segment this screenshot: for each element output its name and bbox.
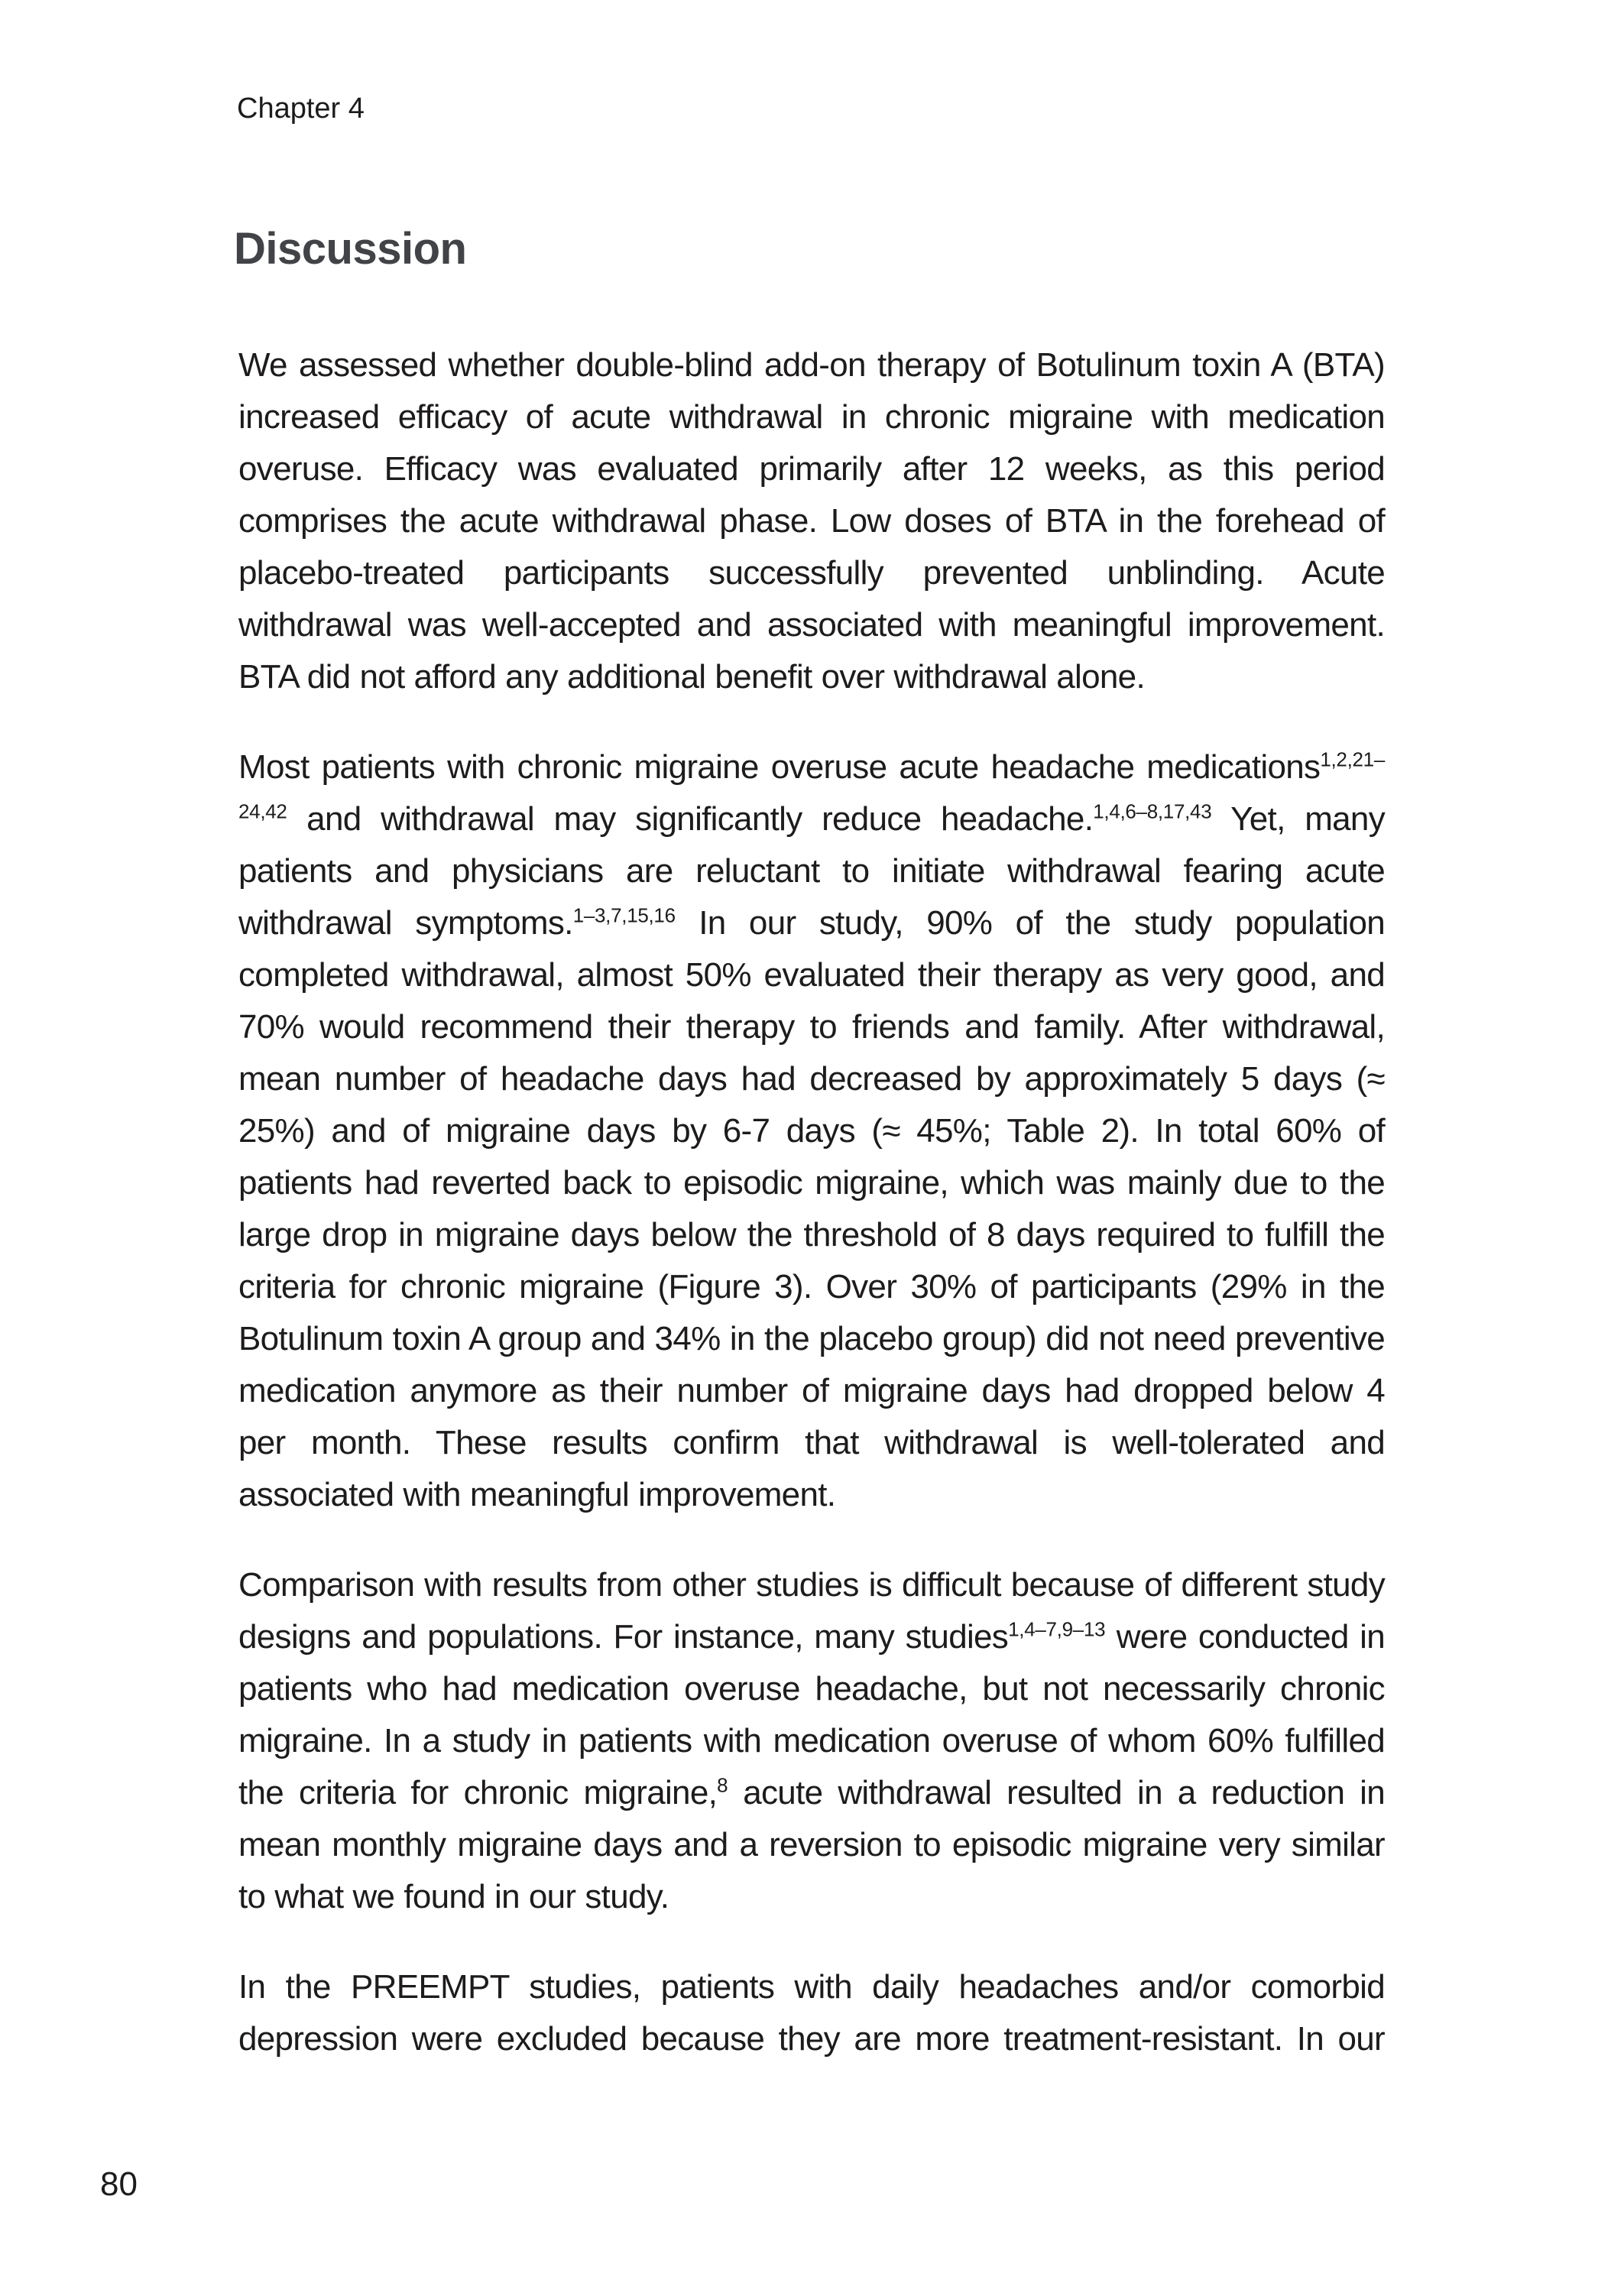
paragraph: We assessed whether double-blind add-on therapy of Botulinum toxin A (BTA) increased efficacy of acute withdrawal in chronic migraine with medication overuse. Efficacy was evaluated primarily after 12 weeks, as this period comprises the acute withdrawal phase. Low doses of BTA in the forehead of placebo-treated participants successfully prevented unblinding. Acute withdrawal was well-accepted and associated with meaningful improvement. BTA did not afford any additional benefit over withdrawal alone. (238, 346, 1385, 696)
reference-superscript: 8 (717, 1773, 728, 1797)
reference-superscript: 1,4–7,9–13 (1008, 1617, 1106, 1641)
reference-superscript: 1–3,7,15,16 (572, 903, 676, 927)
section-heading: Discussion (234, 224, 467, 274)
page-number: 80 (100, 2165, 138, 2203)
reference-superscript: 1,2,21–24,42 (238, 748, 1385, 823)
running-header: Chapter 4 (237, 92, 365, 125)
body-text (238, 339, 1385, 2103)
paragraph: Comparison with results from other studies is difficult because of different study designs and populations. For instance, many studies$^{1,4-7,9-13}$ were conducted in patients who had medication overuse headache, but not necessarily chronic migraine. In a study in patients with medication overuse of whom 60% fulfilled the criteria for chronic migraine,$^8$ acute withdrawal resulted in a reduction in mean monthly migraine days and a reversion to episodic migraine very similar to what we found in our study. (238, 1566, 1386, 1915)
paragraph: In the PREEMPT studies, patients with daily headaches and/or comorbid depression were excluded because they are more treatment-resistant. In our (238, 1968, 1385, 2058)
paragraph: Most patients with chronic migraine overuse acute headache medications$^{1,2,21-24,42}$ and withdrawal may significantly reduce headache.$^{1,4,6-8,17,43}$ Yet, many patients and physicians are reluctant to initiate withdrawal fearing acute withdrawal symptoms.$^{1-3,7,15,16}$ In our study, 90% of the study population completed withdrawal, almost 50% evaluated their therapy as very good, and 70% would recommend their therapy to friends and family. After withdrawal, mean number of headache days had decreased by approximately 5 days (≈ 25%) and of migraine days by 6-7 days (≈ 45%; Table 2). In total 60% of patients had reverted back to episodic migraine, which was mainly due to the large drop in migraine days below the threshold of 8 days required to fulfill the criteria for chronic migraine (Figure 3). Over 30% of participants (29% in the Botulinum toxin A group and 34% in the placebo group) did not need preventive medication anymore as their number of migraine days had dropped below 4 per month. These results confirm that withdrawal is well-tolerated and associated with meaningful improvement. (238, 748, 1385, 1513)
reference-superscript: 1,4,6–8,17,43 (1093, 799, 1212, 823)
